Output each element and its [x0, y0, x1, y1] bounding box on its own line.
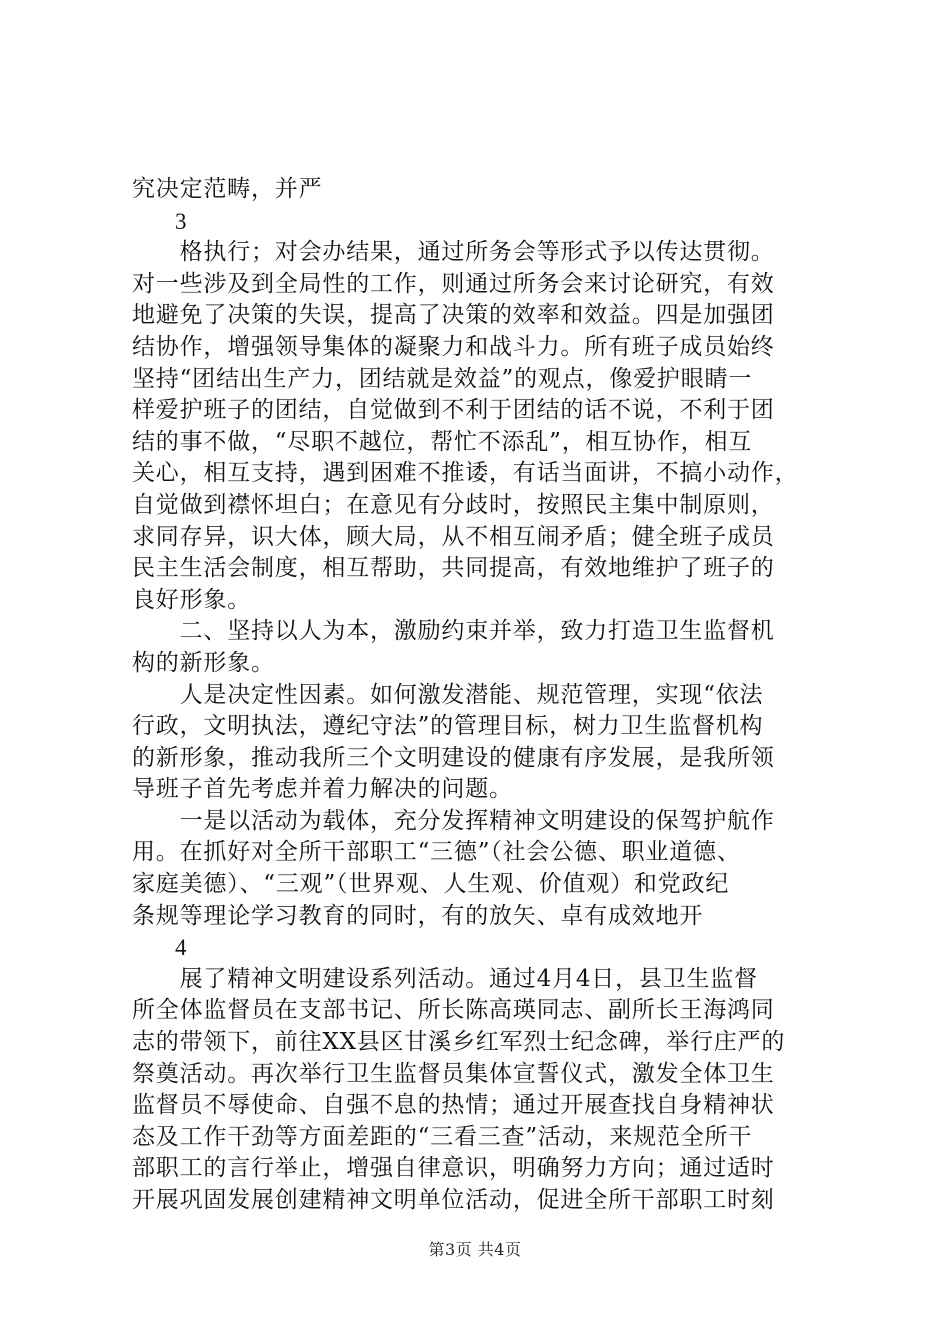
text-line: 展了精神文明建设系列活动。通过4月4日，县卫生监督: [132, 965, 758, 992]
text-line: 行政，文明执法，遵纪守法”的管理目标，树力卫生监督机构: [132, 713, 764, 740]
text-line: 结的事不做，“尽职不越位，帮忙不添乱”，相互协作，相互: [132, 428, 753, 455]
inline-page-number: 3: [175, 208, 188, 234]
document-body: [132, 174, 832, 1217]
text-line: 样爱护班子的团结，自觉做到不利于团结的话不说，不利于团: [132, 397, 775, 424]
text-line: 坚持“团结出生产力，团结就是效益”的观点，像爱护眼睛一: [132, 365, 753, 392]
text-line: 监督员不辱使命、自强不息的热情；通过开展查找自身精神状: [132, 1092, 775, 1119]
text-line: 人是决定性因素。如何激发潜能、规范管理，实现“依法: [132, 681, 764, 708]
text-line: 所全体监督员在支部书记、所长陈高瑛同志、副所长王海鸿同: [132, 997, 775, 1024]
text-line: 构的新形象。: [132, 649, 275, 676]
text-line: 地避免了决策的失误，提高了决策的效率和效益。四是加强团: [132, 302, 775, 329]
text-line: 祭奠活动。再次举行卫生监督员集体宣誓仪式，激发全体卫生: [132, 1060, 775, 1087]
page-footer: 第3页 共4页: [428, 1240, 522, 1259]
inline-page-number: 4: [175, 935, 188, 961]
text-line: 开展巩固发展创建精神文明单位活动，促进全所干部职工时刻: [132, 1187, 775, 1213]
text-line: 部职工的言行举止，增强自律意识，明确努力方向；通过适时: [132, 1155, 775, 1182]
text-line: 对一些涉及到全局性的工作，则通过所务会来讨论研究，有效: [132, 270, 775, 297]
text-line: 格执行；对会办结果，通过所务会等形式予以传达贯彻。: [132, 239, 775, 266]
text-line: 结协作，增强领导集体的凝聚力和战斗力。所有班子成员始终: [132, 333, 775, 360]
text-line: 良好形象。: [132, 586, 251, 613]
text-line: 志的带领下，前往XX县区甘溪乡红军烈士纪念碑，举行庄严的: [132, 1029, 786, 1056]
text-line: 用。在抓好对全所干部职工“三德”（社会公德、职业道德、: [132, 839, 741, 866]
text-line: 的新形象，推动我所三个文明建设的健康有序发展，是我所领: [132, 744, 775, 771]
text-line: 民主生活会制度，相互帮助，共同提高，有效地维护了班子的: [132, 555, 775, 582]
text-line: 自觉做到襟怀坦白；在意见有分歧时，按照民主集中制原则，: [132, 491, 775, 518]
text-line: 导班子首先考虑并着力解决的问题。: [132, 776, 513, 803]
text-line: 关心，相互支持，遇到困难不推诿，有话当面讲，不搞小动作，: [132, 460, 799, 487]
text-line: 一是以活动为载体，充分发挥精神文明建设的保驾护航作: [132, 807, 775, 834]
text-line: 求同存异，识大体，顾大局，从不相互闹矛盾；健全班子成员: [132, 523, 775, 550]
text-line: 态及工作干劲等方面差距的“三看三查”活动，来规范全所干: [132, 1123, 753, 1150]
text-line: 条规等理论学习教育的同时，有的放矢、卓有成效地开: [132, 902, 704, 929]
text-line: 二、坚持以人为本，激励约束并举，致力打造卫生监督机: [132, 618, 775, 645]
text-line: 家庭美德）、“三观”（世界观、人生观、价值观）和党政纪: [132, 871, 730, 898]
text-line: 究决定范畴，并严: [132, 176, 323, 202]
